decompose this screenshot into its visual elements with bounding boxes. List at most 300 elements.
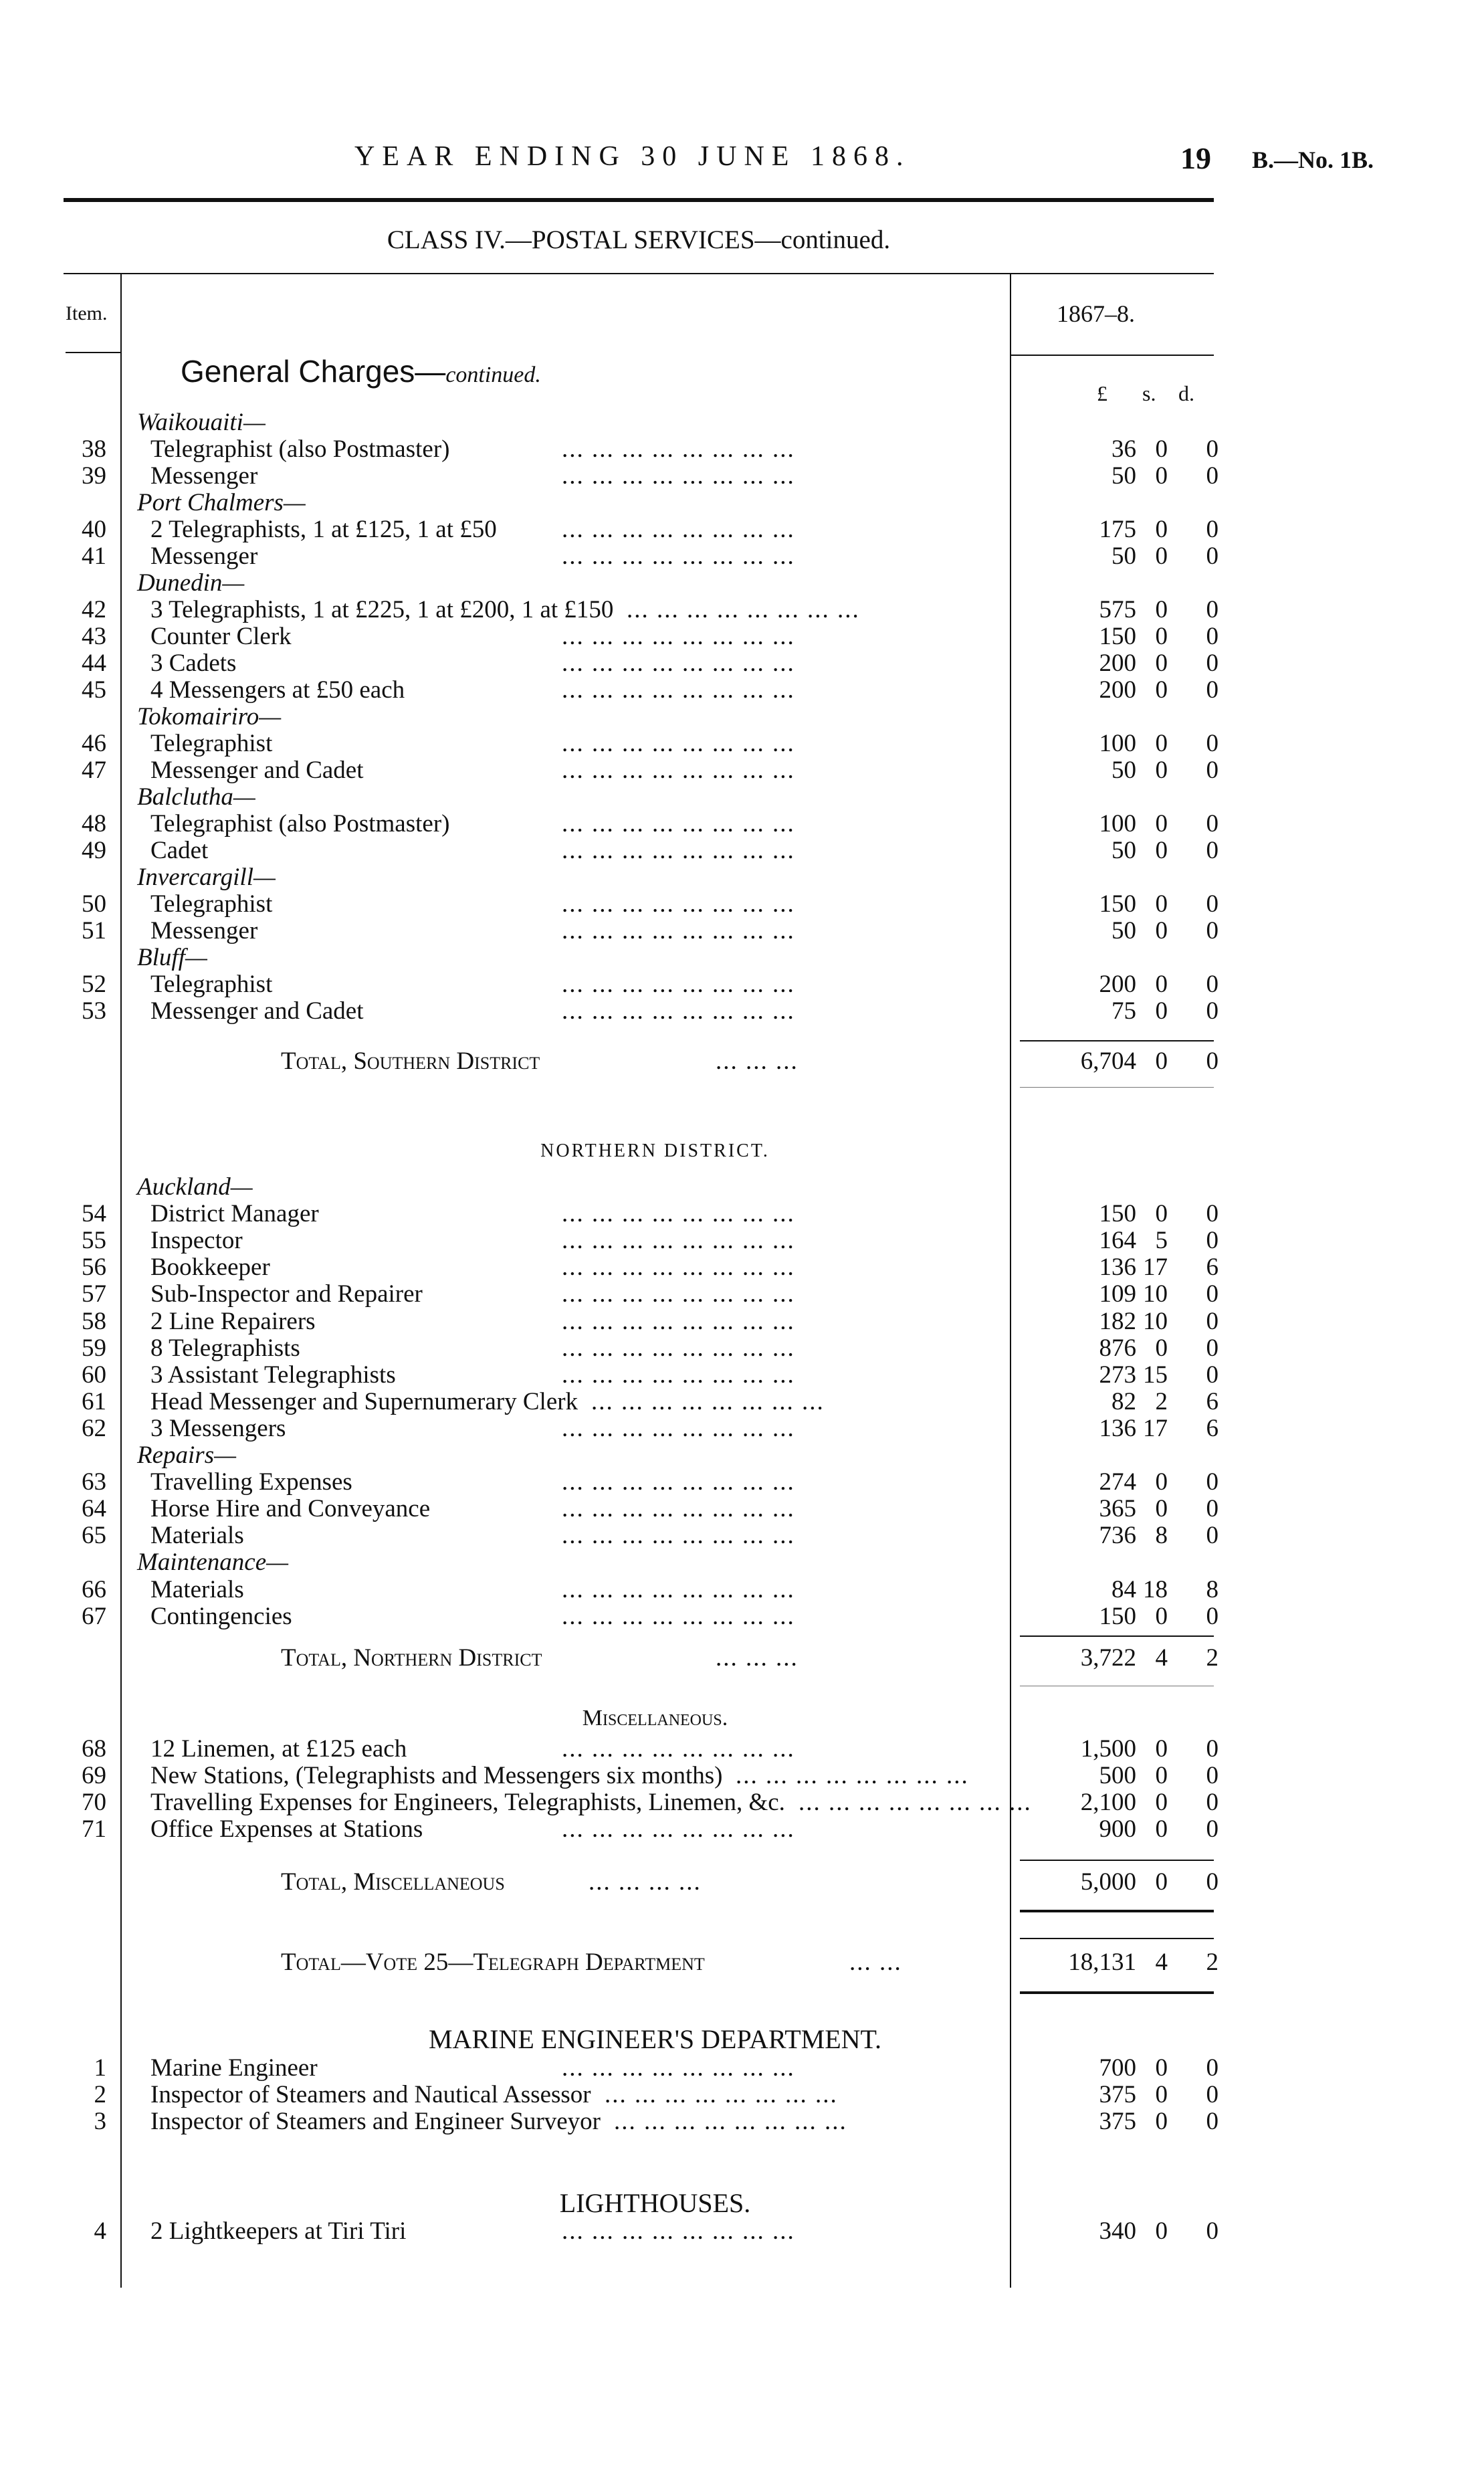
table-row — [0, 543, 1484, 570]
shillings-value: 0 — [1155, 971, 1168, 998]
leader-dots: ... ... ... ... ... ... ... ... — [736, 1762, 969, 1789]
item-description: 12 Linemen, at £125 each — [150, 1735, 407, 1763]
item-number: 70 — [82, 1789, 106, 1816]
shillings-value: 0 — [1155, 1815, 1168, 1843]
leader-dots: ... ... ... ... ... ... ... ... — [562, 1200, 795, 1228]
leader-dots: ... ... ... ... ... ... ... ... — [605, 2081, 838, 2108]
lighthouses-title: LIGHTHOUSES. — [559, 2188, 751, 2218]
shillings-value: 0 — [1155, 1735, 1168, 1763]
item-description: Travelling Expenses — [150, 1468, 352, 1496]
pence-value: 0 — [1206, 1815, 1218, 1843]
header-rule — [64, 198, 1214, 202]
pence-value: 0 — [1206, 2217, 1218, 2245]
pounds-value: 182 — [1099, 1307, 1136, 1335]
item-description: 8 Telegraphists — [150, 1334, 300, 1362]
shillings-value: 0 — [1155, 542, 1168, 570]
location-subheading: Bluff— — [137, 944, 207, 971]
subheading-row — [0, 945, 1484, 971]
leader-dots: ... ... ... ... ... ... ... ... — [562, 435, 795, 463]
shillings-value: 10 — [1143, 1307, 1168, 1335]
item-number: 44 — [82, 650, 106, 677]
pence-value: 0 — [1206, 1280, 1218, 1308]
leader-dots: ... ... ... ... ... ... ... ... — [562, 890, 795, 918]
pence-value: 0 — [1206, 1789, 1218, 1816]
shillings-value: 18 — [1143, 1575, 1168, 1603]
item-description: Sub-Inspector and Repairer — [150, 1280, 423, 1308]
leader-dots: ... ... ... ... ... ... ... ... — [562, 1575, 795, 1603]
table-top-rule — [64, 273, 1214, 274]
table-row — [0, 650, 1484, 677]
pence-value: 0 — [1206, 2081, 1218, 2108]
subheading-row — [0, 864, 1484, 891]
table-row — [0, 730, 1484, 757]
location-subheading: Port Chalmers— — [137, 489, 306, 516]
total-pounds: 6,704 — [1080, 1048, 1136, 1075]
subheading-row — [0, 784, 1484, 811]
location-subheading: Repairs— — [137, 1442, 236, 1469]
table-row — [0, 2082, 1484, 2108]
table-row — [0, 463, 1484, 490]
shillings-value: 0 — [1155, 516, 1168, 543]
table-row — [0, 1496, 1484, 1522]
item-description: 3 Assistant Telegraphists — [150, 1361, 396, 1389]
total-pounds: 3,722 — [1080, 1644, 1136, 1672]
shillings-value: 0 — [1155, 890, 1168, 918]
pence-value: 0 — [1206, 890, 1218, 918]
table-row — [0, 436, 1484, 463]
item-number: 47 — [82, 757, 106, 784]
northern-district-title: NORTHERN DISTRICT. — [540, 1140, 770, 1161]
pounds-value: 100 — [1099, 810, 1136, 837]
leader-dots: ... ... ... ... ... ... ... ... — [562, 1280, 795, 1308]
table-row — [0, 1522, 1484, 1549]
item-description: Contingencies — [150, 1602, 292, 1630]
shillings-value: 15 — [1143, 1361, 1168, 1389]
pence-value: 6 — [1206, 1387, 1218, 1415]
table-row — [0, 891, 1484, 918]
item-description: Inspector of Steamers and Nautical Assessor — [150, 2081, 591, 2108]
subheading-row — [0, 490, 1484, 516]
table-row — [0, 677, 1484, 704]
item-number: 50 — [82, 890, 106, 918]
leader-dots: ... ... ... ... ... ... ... ... — [562, 730, 795, 757]
leader-dots: ... ... ... ... ... ... ... ... — [627, 596, 860, 623]
shillings-value: 5 — [1155, 1227, 1168, 1255]
pence-value: 0 — [1206, 542, 1218, 570]
item-description: Counter Clerk — [150, 623, 292, 650]
document-reference: B.—No. 1B. — [1252, 146, 1374, 173]
leader-dots: ... ... ... ... ... ... ... ... — [562, 1254, 795, 1282]
item-description: 3 Messengers — [150, 1414, 286, 1442]
pounds-value: 175 — [1099, 516, 1136, 543]
item-description: Bookkeeper — [150, 1254, 270, 1282]
table-row — [0, 1469, 1484, 1496]
table-row — [0, 811, 1484, 837]
item-description: Marine Engineer — [150, 2054, 318, 2082]
leader-dots: ... ... ... ... ... ... ... ... — [562, 623, 795, 650]
item-column-header: Item. — [66, 302, 108, 324]
double-rule — [1020, 1087, 1214, 1088]
item-number: 71 — [82, 1815, 106, 1843]
total-label: Total—Vote 25—Telegraph Department — [281, 1949, 705, 1976]
shillings-value: 0 — [1155, 1495, 1168, 1523]
item-description: New Stations, (Telegraphists and Messengers six months) — [150, 1762, 723, 1789]
table-row — [0, 918, 1484, 945]
item-description: 3 Telegraphists, 1 at £225, 1 at £200, 1 at £150 — [150, 596, 614, 623]
pence-value: 0 — [1206, 1361, 1218, 1389]
pounds-value: 136 — [1099, 1254, 1136, 1282]
item-number: 1 — [94, 2054, 106, 2082]
shillings-value: 0 — [1155, 462, 1168, 490]
item-description: Travelling Expenses for Engineers, Telegraphists, Linemen, &c. — [150, 1789, 785, 1816]
pounds-value: 109 — [1099, 1280, 1136, 1308]
pence-header: d. — [1178, 381, 1194, 405]
item-description: Messenger — [150, 462, 258, 490]
leader-dots: ... ... — [849, 1949, 902, 1976]
location-subheading: Waikouaiti— — [137, 409, 266, 436]
shillings-value: 0 — [1155, 596, 1168, 623]
item-number: 40 — [82, 516, 106, 543]
table-row — [0, 1281, 1484, 1308]
pence-value: 0 — [1206, 730, 1218, 757]
year-column-header: 1867–8. — [1057, 300, 1135, 327]
leader-dots: ... ... ... ... ... ... ... ... — [562, 462, 795, 490]
table-row — [0, 1736, 1484, 1763]
pounds-header: £ — [1097, 381, 1107, 405]
item-number: 49 — [82, 837, 106, 864]
table-row — [0, 998, 1484, 1025]
section-title-suffix: continued. — [445, 363, 541, 387]
total-pounds: 18,131 — [1068, 1949, 1136, 1976]
leader-dots: ... ... ... ... ... ... ... ... — [799, 1789, 1032, 1816]
running-title: YEAR ENDING 30 JUNE 1868. — [354, 141, 911, 172]
item-description: Materials — [150, 1575, 244, 1603]
pence-value: 6 — [1206, 1254, 1218, 1282]
item-number: 68 — [82, 1735, 106, 1763]
leader-dots: ... ... ... ... ... ... ... ... — [562, 2217, 795, 2245]
subheading-row — [0, 1442, 1484, 1469]
shillings-value: 0 — [1155, 1602, 1168, 1630]
table-row — [0, 597, 1484, 623]
item-number: 43 — [82, 623, 106, 650]
pounds-value: 50 — [1111, 917, 1136, 945]
total-shillings: 0 — [1155, 1048, 1168, 1075]
shillings-value: 0 — [1155, 837, 1168, 864]
leader-dots: ... ... ... ... ... ... ... ... — [562, 1334, 795, 1362]
item-number: 53 — [82, 997, 106, 1025]
pounds-value: 274 — [1099, 1468, 1136, 1496]
total-label: Total, Northern District — [281, 1644, 542, 1672]
pence-value: 0 — [1206, 650, 1218, 677]
item-description: Head Messenger and Supernumerary Clerk — [150, 1387, 578, 1415]
item-description: Messenger — [150, 542, 258, 570]
shillings-value: 0 — [1155, 650, 1168, 677]
item-number: 62 — [82, 1414, 106, 1442]
item-description: Telegraphist — [150, 971, 273, 998]
item-number: 52 — [82, 971, 106, 998]
leader-dots: ... ... ... ... ... ... ... ... — [562, 1522, 795, 1550]
location-subheading: Maintenance— — [137, 1549, 289, 1577]
item-description: 3 Cadets — [150, 650, 237, 677]
shillings-value: 0 — [1155, 1200, 1168, 1228]
pence-value: 0 — [1206, 917, 1218, 945]
subtotal-rule — [1020, 1040, 1214, 1041]
item-number: 38 — [82, 435, 106, 463]
item-description: Messenger and Cadet — [150, 997, 364, 1025]
subtotal-rule — [1020, 1938, 1214, 1939]
location-subheading: Balclutha— — [137, 783, 255, 811]
item-number: 55 — [82, 1227, 106, 1255]
shillings-value: 10 — [1143, 1280, 1168, 1308]
leader-dots: ... ... ... ... ... ... ... ... — [562, 1414, 795, 1442]
shillings-value: 0 — [1155, 917, 1168, 945]
table-row — [0, 837, 1484, 864]
location-subheading: Auckland— — [137, 1173, 253, 1201]
pence-value: 0 — [1206, 1762, 1218, 1789]
pounds-value: 136 — [1099, 1414, 1136, 1442]
total-pence: 2 — [1206, 1949, 1218, 1976]
shillings-value: 0 — [1155, 757, 1168, 784]
pounds-value: 200 — [1099, 676, 1136, 704]
year-header-rule — [1010, 355, 1214, 356]
pence-value: 0 — [1206, 1200, 1218, 1228]
item-number: 3 — [94, 2108, 106, 2135]
pounds-value: 876 — [1099, 1334, 1136, 1362]
pounds-value: 150 — [1099, 890, 1136, 918]
item-number: 48 — [82, 810, 106, 837]
total-pence: 2 — [1206, 1644, 1218, 1672]
item-description: Cadet — [150, 837, 209, 864]
leader-dots: ... ... ... ... ... ... ... ... — [562, 676, 795, 704]
table-row — [0, 1362, 1484, 1389]
pence-value: 0 — [1206, 1334, 1218, 1362]
leader-dots: ... ... ... ... ... ... ... ... — [562, 971, 795, 998]
pence-value: 0 — [1206, 1307, 1218, 1335]
total-misc-row — [0, 1868, 1484, 1897]
item-description: Messenger and Cadet — [150, 757, 364, 784]
subheading-row — [0, 409, 1484, 436]
table-row — [0, 1254, 1484, 1281]
item-description: Telegraphist (also Postmaster) — [150, 435, 450, 463]
pence-value: 0 — [1206, 997, 1218, 1025]
table-row — [0, 1789, 1484, 1816]
leader-dots: ... ... ... ... ... ... ... ... — [562, 837, 795, 864]
pence-value: 0 — [1206, 462, 1218, 490]
shillings-value: 8 — [1155, 1522, 1168, 1550]
table-row — [0, 757, 1484, 784]
leader-dots: ... ... ... ... ... ... ... ... — [562, 1602, 795, 1630]
table-row — [0, 971, 1484, 998]
shillings-value: 17 — [1143, 1414, 1168, 1442]
section-title-text: General Charges— — [181, 354, 446, 389]
table-row — [0, 2108, 1484, 2135]
location-subheading: Invercargill— — [137, 864, 276, 891]
shillings-value: 0 — [1155, 2217, 1168, 2245]
pounds-value: 1,500 — [1080, 1735, 1136, 1763]
pounds-value: 736 — [1099, 1522, 1136, 1550]
subheading-row — [0, 570, 1484, 597]
item-header-rule — [66, 352, 120, 353]
item-number: 61 — [82, 1387, 106, 1415]
shillings-value: 0 — [1155, 1334, 1168, 1362]
leader-dots: ... ... ... ... ... ... ... ... — [614, 2108, 847, 2135]
page-number: 19 — [1180, 141, 1211, 175]
pounds-value: 82 — [1111, 1387, 1136, 1415]
pence-value: 0 — [1206, 971, 1218, 998]
leader-dots: ... ... ... ... ... ... ... ... — [591, 1387, 825, 1415]
subtotal-rule — [1020, 1635, 1214, 1637]
item-description: Telegraphist — [150, 730, 273, 757]
pounds-value: 50 — [1111, 837, 1136, 864]
item-description: Telegraphist — [150, 890, 273, 918]
pence-value: 0 — [1206, 1227, 1218, 1255]
table-row — [0, 1335, 1484, 1362]
shillings-value: 2 — [1155, 1387, 1168, 1415]
pence-value: 6 — [1206, 1414, 1218, 1442]
pounds-value: 375 — [1099, 2081, 1136, 2108]
pounds-value: 575 — [1099, 596, 1136, 623]
item-description: 2 Lightkeepers at Tiri Tiri — [150, 2217, 407, 2245]
item-description: 2 Line Repairers — [150, 1307, 316, 1335]
item-number: 69 — [82, 1762, 106, 1789]
shillings-value: 0 — [1155, 2108, 1168, 2135]
pence-value: 0 — [1206, 1495, 1218, 1523]
item-description: Office Expenses at Stations — [150, 1815, 423, 1843]
item-description: 4 Messengers at £50 each — [150, 676, 405, 704]
pounds-value: 164 — [1099, 1227, 1136, 1255]
pence-value: 8 — [1206, 1575, 1218, 1603]
leader-dots: ... ... ... — [716, 1048, 799, 1075]
item-number: 56 — [82, 1254, 106, 1282]
pounds-value: 50 — [1111, 542, 1136, 570]
table-row — [0, 1763, 1484, 1789]
subheading-row — [0, 1549, 1484, 1576]
pence-value: 0 — [1206, 1602, 1218, 1630]
pence-value: 0 — [1206, 676, 1218, 704]
leader-dots: ... ... ... ... ... ... ... ... — [562, 997, 795, 1025]
pounds-value: 700 — [1099, 2054, 1136, 2082]
item-number: 42 — [82, 596, 106, 623]
leader-dots: ... ... ... ... — [589, 1868, 702, 1896]
pounds-value: 340 — [1099, 2217, 1136, 2245]
class-title: CLASS IV.—POSTAL SERVICES—continued. — [387, 225, 891, 254]
shillings-value: 0 — [1155, 435, 1168, 463]
pence-value: 0 — [1206, 435, 1218, 463]
shillings-header: s. — [1142, 381, 1156, 405]
item-description: Horse Hire and Conveyance — [150, 1495, 431, 1523]
pounds-value: 200 — [1099, 650, 1136, 677]
total-shillings: 4 — [1155, 1644, 1168, 1672]
location-subheading: Tokomairiro— — [137, 703, 282, 730]
pounds-value: 150 — [1099, 1200, 1136, 1228]
shillings-value: 0 — [1155, 1468, 1168, 1496]
item-number: 57 — [82, 1280, 106, 1308]
item-number: 46 — [82, 730, 106, 757]
pounds-value: 365 — [1099, 1495, 1136, 1523]
double-rule — [1020, 1910, 1214, 1912]
pounds-value: 150 — [1099, 623, 1136, 650]
item-number: 39 — [82, 462, 106, 490]
leader-dots: ... ... ... ... ... ... ... ... — [562, 2054, 795, 2082]
item-description: District Manager — [150, 1200, 319, 1228]
pence-value: 0 — [1206, 1735, 1218, 1763]
shillings-value: 0 — [1155, 676, 1168, 704]
item-description: Materials — [150, 1522, 244, 1550]
pence-value: 0 — [1206, 596, 1218, 623]
pence-value: 0 — [1206, 2108, 1218, 2135]
item-number: 2 — [94, 2081, 106, 2108]
item-number: 65 — [82, 1522, 106, 1550]
pounds-value: 50 — [1111, 757, 1136, 784]
section-title — [181, 353, 541, 389]
pounds-value: 2,100 — [1080, 1789, 1136, 1816]
total-label: Total, Southern District — [281, 1048, 540, 1075]
pounds-value: 75 — [1111, 997, 1136, 1025]
total-label: Total, Miscellaneous — [281, 1868, 505, 1896]
shillings-value: 0 — [1155, 1762, 1168, 1789]
table-row — [0, 623, 1484, 650]
pence-value: 0 — [1206, 516, 1218, 543]
location-subheading: Dunedin— — [137, 569, 245, 597]
subheading-row — [0, 1174, 1484, 1201]
pounds-value: 36 — [1111, 435, 1136, 463]
item-number: 41 — [82, 542, 106, 570]
pence-value: 0 — [1206, 2054, 1218, 2082]
marine-department-title: MARINE ENGINEER'S DEPARTMENT. — [428, 2024, 882, 2054]
item-number: 60 — [82, 1361, 106, 1389]
shillings-value: 0 — [1155, 1789, 1168, 1816]
total-southern-row — [0, 1047, 1484, 1076]
shillings-value: 17 — [1143, 1254, 1168, 1282]
pence-value: 0 — [1206, 1522, 1218, 1550]
leader-dots: ... ... ... ... ... ... ... ... — [562, 757, 795, 784]
pounds-value: 375 — [1099, 2108, 1136, 2135]
shillings-value: 0 — [1155, 730, 1168, 757]
leader-dots: ... ... ... ... ... ... ... ... — [562, 1468, 795, 1496]
table-row — [0, 1227, 1484, 1254]
item-description: 2 Telegraphists, 1 at £125, 1 at £50 — [150, 516, 497, 543]
leader-dots: ... ... ... ... ... ... ... ... — [562, 1227, 795, 1255]
pounds-value: 900 — [1099, 1815, 1136, 1843]
total-pence: 0 — [1206, 1868, 1218, 1896]
table-row — [0, 1816, 1484, 1843]
table-row — [0, 516, 1484, 543]
table-row — [0, 1577, 1484, 1603]
total-pence: 0 — [1206, 1048, 1218, 1075]
total-northern-row — [0, 1644, 1484, 1673]
table-row — [0, 2055, 1484, 2082]
pounds-value: 84 — [1111, 1575, 1136, 1603]
table-row — [0, 1603, 1484, 1630]
item-number: 59 — [82, 1334, 106, 1362]
leader-dots: ... ... ... ... ... ... ... ... — [562, 1361, 795, 1389]
item-number: 45 — [82, 676, 106, 704]
table-row — [0, 2218, 1484, 2245]
shillings-value: 0 — [1155, 997, 1168, 1025]
item-number: 66 — [82, 1575, 106, 1603]
pounds-value: 100 — [1099, 730, 1136, 757]
shillings-value: 0 — [1155, 623, 1168, 650]
item-number: 4 — [94, 2217, 106, 2245]
leader-dots: ... ... ... ... ... ... ... ... — [562, 1735, 795, 1763]
subheading-row — [0, 704, 1484, 730]
pence-value: 0 — [1206, 757, 1218, 784]
total-shillings: 4 — [1155, 1949, 1168, 1976]
pence-value: 0 — [1206, 1468, 1218, 1496]
leader-dots: ... ... ... ... ... ... ... ... — [562, 810, 795, 837]
shillings-value: 0 — [1155, 2081, 1168, 2108]
pence-value: 0 — [1206, 810, 1218, 837]
